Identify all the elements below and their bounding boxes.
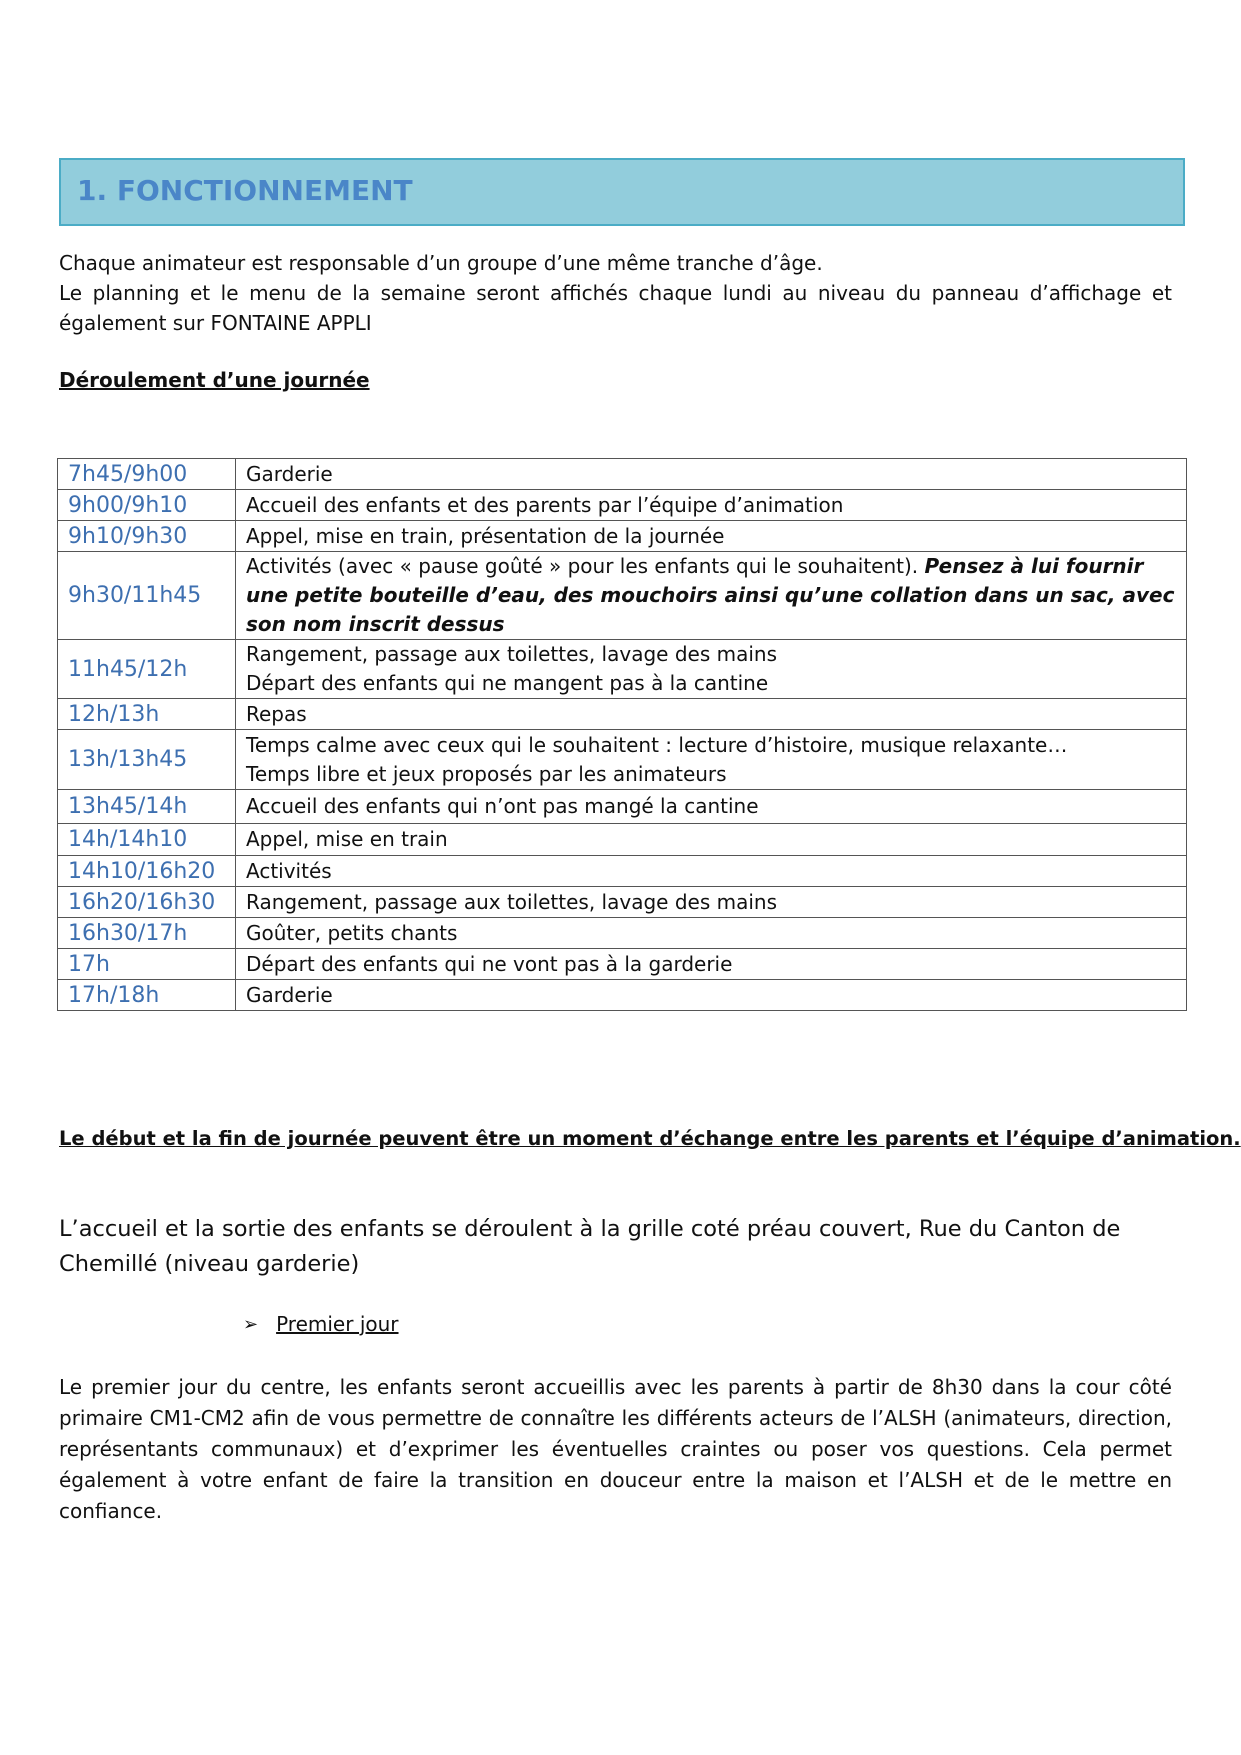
schedule-activity-line: Départ des enfants qui ne vont pas à la garderie	[246, 951, 733, 976]
schedule-activity-emphasis: Pensez à lui fournir une petite bouteille d’eau, des mouchoirs ainsi qu’une collation dans un sac, avec son nom inscrit dessus	[246, 554, 1175, 636]
schedule-row	[58, 730, 1187, 790]
schedule-activity-line: Accueil des enfants et des parents par l’équipe d’animation	[246, 492, 844, 517]
schedule-activity-line: Accueil des enfants qui n’ont pas mangé la cantine	[246, 794, 759, 818]
schedule-activity	[236, 552, 1187, 640]
schedule-time: 7h45/9h00	[58, 459, 236, 490]
schedule-activity-line: Temps libre et jeux proposés par les animateurs	[246, 761, 727, 786]
schedule-activity	[236, 699, 1187, 730]
schedule-activity	[236, 887, 1187, 918]
schedule-row	[58, 490, 1187, 521]
intro-line-1: Chaque animateur est responsable d’un groupe d’une même tranche d’âge.	[59, 251, 823, 275]
schedule-row	[58, 699, 1187, 730]
schedule-time: 9h00/9h10	[58, 490, 236, 521]
intro-text	[59, 248, 1172, 338]
section-header	[59, 158, 1185, 226]
schedule-activity-line: Goûter, petits chants	[246, 920, 458, 945]
schedule-activity	[236, 949, 1187, 980]
schedule-row	[58, 856, 1187, 887]
schedule-activity	[236, 730, 1187, 790]
schedule-time: 17h/18h	[58, 980, 236, 1011]
schedule-activity	[236, 856, 1187, 887]
schedule-activity	[236, 521, 1187, 552]
first-day-label: Premier jour	[276, 1312, 399, 1336]
schedule-activity-line: Départ des enfants qui ne mangent pas à la cantine	[246, 671, 769, 695]
first-day-paragraph: Le premier jour du centre, les enfants seront accueillis avec les parents à partir de 8h30 dans la cour côté primaire CM1-CM2 afin de vous permettre de connaître les différents acteurs de l’ALSH (animateurs, direction, représentants communaux) et d’exprimer les éventuelles craintes ou poser vos questions. Cela permet également à votre enfant de faire la transition en douceur entre la maison et l’ALSH et de le mettre en confiance.	[59, 1375, 1172, 1523]
schedule-time: 13h/13h45	[58, 730, 236, 790]
section-title: 1. FONCTIONNEMENT	[77, 174, 413, 207]
schedule-time: 12h/13h	[58, 699, 236, 730]
schedule-time: 9h30/11h45	[58, 552, 236, 640]
schedule-activity-line: Temps calme avec ceux qui le souhaitent : lecture d’histoire, musique relaxante…	[246, 732, 1068, 757]
schedule-activity-line: Rangement, passage aux toilettes, lavage des mains	[246, 889, 777, 914]
schedule-activity-line: Garderie	[246, 461, 333, 486]
schedule-activity	[236, 824, 1187, 856]
schedule-time: 9h10/9h30	[58, 521, 236, 552]
schedule-activity-text: Activités (avec « pause goûté » pour les enfants qui le souhaitent).	[246, 554, 919, 578]
schedule-activity-line: Repas	[246, 701, 307, 726]
access-note: L’accueil et la sortie des enfants se déroulent à la grille coté préau couvert, Rue du Canton de Chemillé (niveau garderie)	[59, 1216, 1121, 1277]
schedule-activity-line: Appel, mise en train, présentation de la journée	[246, 523, 725, 548]
schedule-row	[58, 552, 1187, 640]
intro-line-2: Le planning et le menu de la semaine seront affichés chaque lundi au niveau du panneau d’affichage et également sur FONTAINE APPLI	[59, 281, 1172, 335]
arrow-bullet-icon: ➢	[243, 1313, 259, 1335]
first-day-bullet-item	[243, 1312, 399, 1336]
schedule-row	[58, 949, 1187, 980]
schedule-activity	[236, 790, 1187, 824]
schedule-row	[58, 790, 1187, 824]
schedule-activity-line: Garderie	[246, 982, 333, 1007]
schedule-activity-line: Activités	[246, 858, 332, 883]
schedule-time: 14h/14h10	[58, 824, 236, 856]
schedule-row	[58, 459, 1187, 490]
schedule-activity	[236, 490, 1187, 521]
schedule-row	[58, 980, 1187, 1011]
schedule-time: 16h30/17h	[58, 918, 236, 949]
schedule-time: 14h10/16h20	[58, 856, 236, 887]
schedule-time: 11h45/12h	[58, 640, 236, 699]
schedule-activity-line: Rangement, passage aux toilettes, lavage des mains	[246, 642, 777, 666]
day-schedule-heading: Déroulement d’une journée	[59, 368, 370, 392]
exchange-note: Le début et la fin de journée peuvent être un moment d’échange entre les parents et l’équipe d’animation.	[59, 1127, 1241, 1150]
schedule-time: 13h45/14h	[58, 790, 236, 824]
schedule-row	[58, 887, 1187, 918]
schedule-activity	[236, 640, 1187, 699]
schedule-row	[58, 521, 1187, 552]
schedule-table	[57, 458, 1187, 1011]
schedule-row	[58, 640, 1187, 699]
schedule-row	[58, 824, 1187, 856]
schedule-row	[58, 918, 1187, 949]
schedule-activity	[236, 980, 1187, 1011]
schedule-activity-line: Appel, mise en train	[246, 827, 448, 851]
schedule-time: 17h	[58, 949, 236, 980]
schedule-activity	[236, 459, 1187, 490]
schedule-time: 16h20/16h30	[58, 887, 236, 918]
schedule-body	[58, 459, 1187, 1011]
schedule-activity	[236, 918, 1187, 949]
